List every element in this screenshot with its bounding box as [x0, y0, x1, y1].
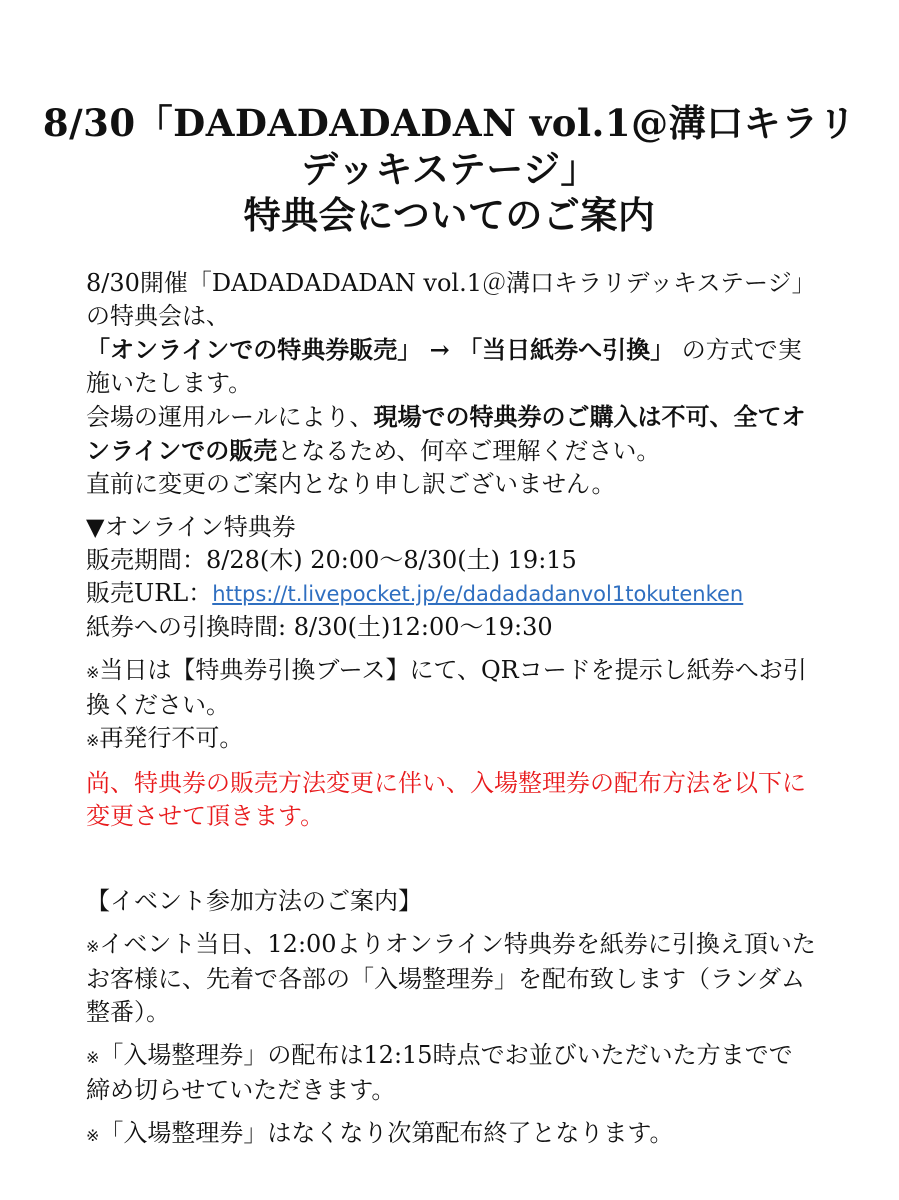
event-info-heading: 【イベント参加方法のご案内】	[86, 887, 422, 915]
note-mark: ※	[86, 1048, 100, 1067]
sales-period	[86, 544, 816, 577]
online-ticket-heading: ▼オンライン特典券	[86, 513, 296, 541]
rule-text: 会場の運用ルールにより、	[86, 403, 374, 431]
note-mark: ※	[86, 1126, 100, 1145]
exchange-time: 紙券への引換時間: 8/30(土)12:00〜19:30	[86, 613, 553, 641]
title-line-1: 8/30「DADADADADAN vol.1@溝口キラリ	[42, 101, 857, 145]
event-note-2	[86, 1039, 816, 1107]
apology-text: 直前に変更のご案内となり申し訳ございません。	[86, 470, 616, 498]
sales-url-row	[86, 577, 816, 611]
event-note-1	[86, 928, 816, 1029]
intro-paragraph-3	[86, 400, 816, 468]
note-mark: ※	[86, 937, 100, 956]
no-reissue-text: 再発行不可。	[99, 724, 244, 752]
sales-period-label: 販売期間：	[86, 546, 206, 574]
announcement-body	[86, 267, 816, 1152]
exchange-note-text: 当日は【特典券引換ブース】にて、QRコードを提示し紙券へお引換ください。	[86, 656, 807, 719]
understanding-text: となるため、何卒ご理解ください。	[277, 437, 661, 465]
exchange-note	[86, 654, 816, 722]
paper-exchange-emphasis: 「当日紙券へ引換」	[458, 335, 675, 364]
all-online-emphasis: 全てオンラインでの販売	[86, 402, 806, 465]
intro-paragraph-2-rest: の方式で実施いたします。	[86, 336, 802, 397]
event-note-3-text: 「入場整理券」はなくなり次第配布終了となります。	[99, 1119, 674, 1147]
note-mark: ※	[86, 663, 100, 682]
note-mark: ※	[86, 731, 100, 750]
event-note-1-text: イベント当日、12:00よりオンライン特典券を紙券に引換え頂いたお客様に、先着で各部の「入場整理券」を配布致します（ランダム整番）。	[86, 930, 816, 1026]
sales-period-value: 8/28(木) 20:00〜8/30(土) 19:15	[206, 546, 577, 574]
event-note-3	[86, 1117, 816, 1152]
sales-url-link[interactable]: https://t.livepocket.jp/e/dadadadanvol1tokutenken	[212, 582, 744, 606]
no-onsite-purchase-emphasis: 現場での特典券のご購入は不可、	[373, 402, 734, 431]
distribution-change-notice: 尚、特典券の販売方法変更に伴い、入場整理券の配布方法を以下に変更させて頂きます。	[86, 769, 806, 830]
title-line-2: デッキステージ」	[300, 147, 599, 191]
online-sales-emphasis: 「オンラインでの特典券販売」	[86, 335, 422, 364]
no-reissue-note	[86, 722, 816, 757]
event-note-2-text: 「入場整理券」の配布は12:15時点でお並びいただいた方までで締め切らせていただきます。	[86, 1041, 793, 1104]
intro-paragraph-1: 8/30開催「DADADADADAN vol.1＠溝口キラリデッキステージ」の特典会は、	[86, 269, 816, 330]
title-line-3: 特典会についてのご案内	[243, 193, 656, 237]
page-title	[40, 100, 859, 238]
intro-paragraph-2	[86, 333, 816, 400]
arrow-text: →	[421, 335, 459, 364]
sales-url-label: 販売URL：	[86, 579, 213, 607]
